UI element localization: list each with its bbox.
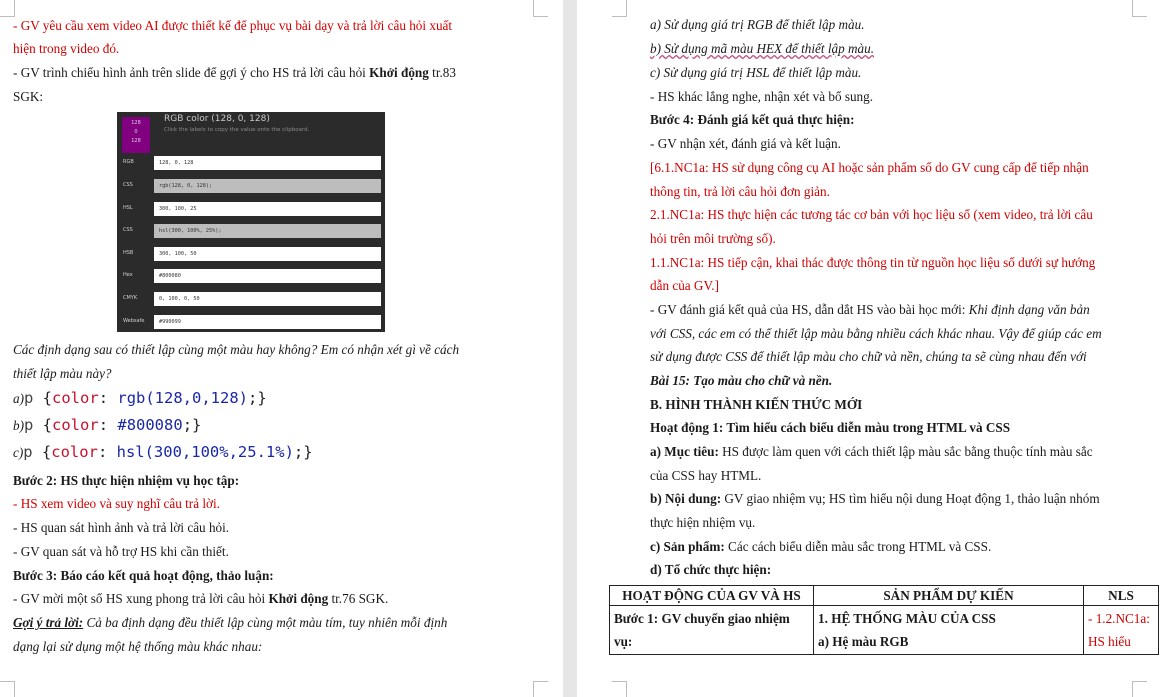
row-label: RGB: [123, 159, 134, 165]
paragraph-line: [6.1.NC1a: HS sử dụng công cụ AI hoặc sản phẩm số do GV cung cấp để tiếp nhận: [650, 160, 1089, 175]
row-label: CSS: [123, 227, 133, 233]
cell-line: a) Hệ màu RGB: [818, 634, 909, 649]
text-run: b) Nội dung:: [650, 491, 722, 506]
step-heading: Bước 4: Đánh giá kết quả thực hiện:: [650, 112, 855, 127]
text-run: - GV đánh giá kết quả của HS, dẫn dắt HS vào bài học mới:: [650, 302, 969, 317]
paragraph-line: - HS xem video và suy nghĩ câu trả lời.: [13, 496, 220, 511]
table-cell: [814, 606, 1084, 655]
paragraph-line: 1.1.NC1a: HS tiếp cận, khai thác được thông tin từ nguồn học liệu số dưới sự hướng: [650, 255, 1096, 270]
paragraph-line: - GV nhận xét, đánh giá và kết luận.: [650, 136, 841, 151]
table-header: SẢN PHẨM DỰ KIẾN: [814, 586, 1084, 606]
row-value: #990099: [154, 315, 381, 329]
paragraph-line: [650, 444, 1093, 460]
panel-row: [117, 247, 385, 261]
code-selector: p: [24, 416, 34, 434]
row-value: rgb(128, 0, 128);: [154, 179, 381, 193]
paragraph-line: với CSS, các em có thể thiết lập màu bằng nhiều cách khác nhau. Vậy để giúp các em: [650, 326, 1102, 341]
table-cell: Bước 1: GV chuyển giao nhiệm vụ:: [610, 606, 814, 655]
swatch-line: 128: [131, 138, 141, 144]
code-property: color: [52, 416, 99, 434]
paragraph-line: SGK:: [13, 89, 44, 104]
crop-mark: [612, 681, 627, 697]
paragraph-line: c) Sử dụng giá trị HSL để thiết lập màu.: [650, 65, 862, 80]
activity-table: [609, 585, 1159, 655]
paragraph-line: dẫn của GV.]: [650, 278, 719, 293]
text-run: Khởi động: [369, 65, 429, 80]
row-label: CSS: [123, 182, 133, 188]
crop-mark: [1132, 681, 1147, 697]
left-page: [0, 0, 563, 697]
panel-row: [117, 315, 385, 329]
panel-row: [117, 224, 385, 238]
color-swatch: [122, 117, 150, 153]
paragraph-line: [13, 591, 388, 607]
paragraph-line: - GV quan sát và hỗ trợ HS khi cần thiết.: [13, 544, 229, 559]
text-run: Cả ba định dạng đều thiết lập cùng một màu tím, tuy nhiên mỗi định: [83, 615, 448, 630]
option-prefix: b): [13, 418, 24, 433]
panel-hint: Click the labels to copy the value onto the clipboard.: [164, 127, 310, 133]
table-header-row: [610, 586, 1159, 606]
cell-line: 1. HỆ THỐNG MÀU CỦA CSS: [818, 611, 996, 626]
paragraph-line: Bài 15: Tạo màu cho chữ và nền.: [650, 373, 833, 388]
text-run: Khi định dạng văn bản: [968, 302, 1090, 317]
right-page: [577, 0, 1162, 697]
row-label: CMYK: [123, 295, 138, 301]
code-property: color: [52, 389, 99, 407]
text-run: - GV mời một số HS xung phong trả lời câu hỏi: [13, 591, 269, 606]
text-run: Các cách biểu diễn màu sắc trong HTML và CSS.: [724, 539, 992, 554]
row-label: HSB: [123, 250, 134, 256]
text-run: a) Mục tiêu:: [650, 444, 719, 459]
step-heading: Bước 3: Báo cáo kết quả hoạt động, thảo luận:: [13, 568, 274, 583]
row-value: 300, 100, 50: [154, 247, 381, 261]
crop-mark: [1132, 0, 1147, 17]
step-heading: Bước 2: HS thực hiện nhiệm vụ học tập:: [13, 473, 240, 488]
code-option-b: b)p {color: #800080;}: [13, 416, 202, 434]
table-header: HOẠT ĐỘNG CỦA GV VÀ HS: [610, 586, 814, 606]
code-value: #800080: [117, 416, 183, 434]
paragraph-line: thông tin, trả lời câu hỏi đơn giản.: [650, 184, 830, 199]
paragraph-line: sử dụng được CSS để thiết lập màu cho chữ và nền, chúng ta sẽ cùng nhau đến với: [650, 349, 1087, 364]
paragraph-line: của CSS hay HTML.: [650, 468, 762, 483]
option-prefix: c): [13, 445, 24, 460]
question-line: thiết lập màu này?: [13, 366, 112, 381]
text-run: HS được làm quen với cách thiết lập màu sắc bằng thuộc tính màu sắc: [718, 444, 1093, 459]
paragraph-line: b) Sử dụng mã màu HEX để thiết lập màu.: [650, 41, 875, 56]
panel-row: [117, 156, 385, 170]
panel-row: [117, 202, 385, 216]
crop-mark: [612, 0, 627, 17]
paragraph-line: thực hiện nhiệm vụ.: [650, 515, 756, 530]
paragraph-line: hỏi trên môi trường số).: [650, 231, 776, 246]
paragraph-line: [650, 491, 1100, 507]
section-heading: B. HÌNH THÀNH KIẾN THỨC MỚI: [650, 397, 863, 412]
panel-row: [117, 292, 385, 306]
paragraph-line: 2.1.NC1a: HS thực hiện các tương tác cơ bản với học liệu số (xem video, trả lời câu: [650, 207, 1093, 222]
crop-mark: [0, 0, 15, 17]
paragraph-line: - GV yêu cầu xem video AI được thiết kế để phục vụ bài dạy và trả lời câu hỏi xuất: [13, 18, 453, 33]
code-property: color: [51, 443, 98, 461]
panel-title: RGB color (128, 0, 128): [164, 114, 270, 124]
table-row: [610, 606, 1159, 655]
swatch-line: 128: [131, 120, 141, 126]
text-run: tr.83: [428, 65, 456, 80]
hint-label: Gợi ý trả lời:: [13, 615, 84, 630]
crop-mark: [0, 681, 15, 697]
paragraph-line: [650, 302, 1090, 318]
code-option-c: c)p {color: hsl(300,100%,25.1%);}: [13, 443, 313, 461]
crop-mark: [533, 0, 548, 17]
swatch-line: 0: [134, 129, 138, 135]
table-header: NLS: [1084, 586, 1159, 606]
code-value: rgb(128,0,128): [117, 389, 249, 407]
text-run: c) Sản phẩm:: [650, 539, 725, 554]
paragraph-line: [650, 539, 991, 555]
row-label: Hex: [123, 272, 133, 278]
panel-row: [117, 269, 385, 283]
rgb-color-panel-image: [117, 112, 385, 332]
row-value: 0, 100, 0, 50: [154, 292, 381, 306]
table-cell: - 1.2.NC1a: HS hiểu: [1084, 606, 1159, 655]
paragraph-line: - HS quan sát hình ảnh và trả lời câu hỏi.: [13, 520, 230, 535]
code-option-a: a)p {color: rgb(128,0,128);}: [13, 389, 267, 407]
text-run: GV giao nhiệm vụ; HS tìm hiểu nội dung Hoạt động 1, thảo luận nhóm: [721, 491, 1100, 506]
row-value: #800080: [154, 269, 381, 283]
row-value: 300, 100, 25: [154, 202, 381, 216]
code-value: hsl(300,100%,25.1%): [116, 443, 294, 461]
crop-mark: [533, 681, 548, 697]
paragraph-line: dạng lại sử dụng một hệ thống màu khác nhau:: [13, 639, 263, 654]
row-label: HSL: [123, 205, 133, 211]
paragraph-line: [13, 65, 456, 81]
text-run: tr.76 SGK.: [328, 591, 389, 606]
row-value: 128, 0, 128: [154, 156, 381, 170]
paragraph-line: hiện trong video đó.: [13, 41, 120, 56]
activity-heading: Hoạt động 1: Tìm hiểu cách biểu diễn màu trong HTML và CSS: [650, 420, 1011, 435]
paragraph-line: [13, 615, 447, 631]
paragraph-line: d) Tổ chức thực hiện:: [650, 562, 772, 577]
row-value: hsl(300, 100%, 25%);: [154, 224, 381, 238]
paragraph-line: a) Sử dụng giá trị RGB để thiết lập màu.: [650, 17, 865, 32]
question-line: Các định dạng sau có thiết lập cùng một màu hay không? Em có nhận xét gì về cách: [13, 342, 460, 357]
code-selector: p: [23, 443, 33, 461]
paragraph-line: - HS khác lắng nghe, nhận xét và bổ sung.: [650, 89, 874, 104]
row-label: Websafe: [123, 318, 145, 324]
text-run: - GV trình chiếu hình ảnh trên slide để gợi ý cho HS trả lời câu hỏi: [13, 65, 370, 80]
panel-row: [117, 179, 385, 193]
code-selector: p: [24, 389, 34, 407]
text-run: Khởi động: [268, 591, 329, 606]
option-prefix: a): [13, 391, 24, 406]
